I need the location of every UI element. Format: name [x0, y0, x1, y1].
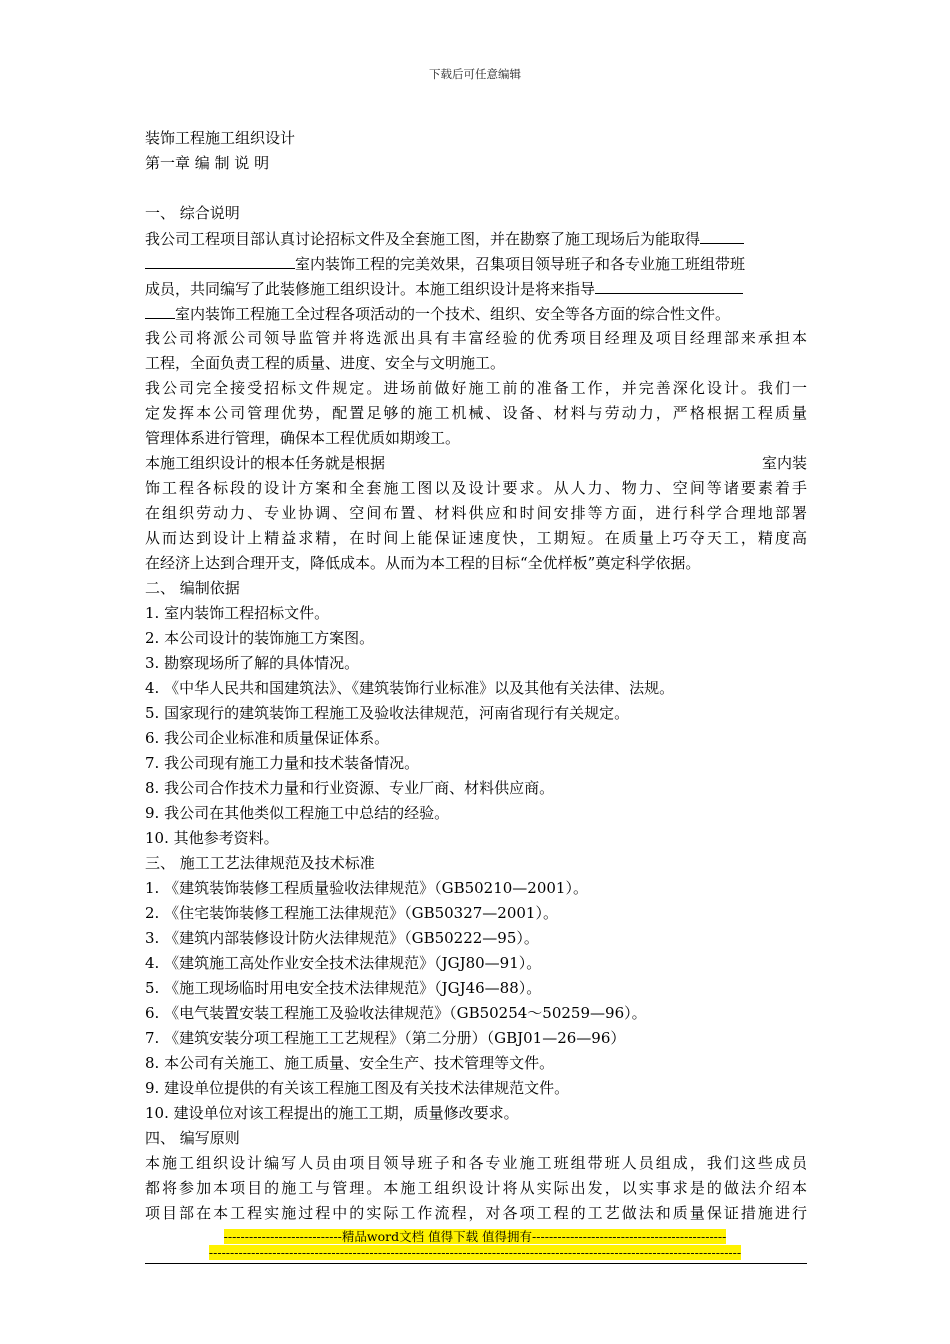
section-heading-3: 三、 施工工艺法律规范及技术标准	[145, 854, 375, 872]
document-body	[145, 126, 807, 1226]
list-item: 8. 我公司合作技术力量和行业资源、专业厂商、材料供应商。	[145, 779, 555, 797]
list-item: 1. 《建筑装饰装修工程质量验收法律规范》（GB50210—2001）。	[145, 879, 588, 897]
list-item: 7. 我公司现有施工力量和技术装备情况。	[145, 754, 420, 772]
list-item: 6. 《电气装置安装工程施工及验收法律规范》（GB50254～50259—96）。	[145, 1004, 647, 1022]
paragraph-line: 在经济上达到合理开支，降低成本。从而为本工程的目标“全优样板”奠定科学依据。	[145, 554, 701, 572]
paragraph-line: 定发挥本公司管理优势，配置足够的施工机械、设备、材料与劳动力，严格根据工程质量	[145, 404, 807, 422]
paragraph-line: 室内装饰工程的完美效果，召集项目领导班子和各专业施工班组带班	[145, 251, 807, 276]
page-header: 下载后可任意编辑	[429, 67, 521, 81]
paragraph-line: 我公司完全接受招标文件规定。进场前做好施工前的准备工作，并完善深化设计。我们一	[145, 379, 807, 397]
section-heading-2: 二、 编制依据	[145, 579, 240, 597]
section-heading-4: 四、 编写原则	[145, 1129, 240, 1147]
paragraph-line: 饰工程各标段的设计方案和全套施工图以及设计要求。从人力、物力、空间等诸要素着手	[145, 479, 807, 497]
list-item: 2. 《住宅装饰装修工程施工法律规范》（GB50327—2001）。	[145, 904, 558, 922]
paragraph-line: 管理体系进行管理，确保本工程优质如期竣工。	[145, 429, 461, 447]
paragraph-line: 工程，全面负责工程的质量、进度、安全与文明施工。	[145, 354, 506, 372]
section-heading-1: 一、 综合说明	[145, 204, 240, 222]
list-item: 9. 建设单位提供的有关该工程施工图及有关技术法律规范文件。	[145, 1079, 570, 1097]
list-item: 4. 《中华人民共和国建筑法》、《建筑装饰行业标准》以及其他有关法律、法规。	[145, 679, 675, 697]
paragraph-line: 我公司工程项目部认真讨论招标文件及全套施工图，并在勘察了施工现场后为能取得	[145, 226, 807, 251]
paragraph-line: 室内装饰工程施工全过程各项活动的一个技术、组织、安全等各方面的综合性文件。	[145, 301, 807, 326]
paragraph-line: 从而达到设计上精益求精，在时间上能保证速度快，工期短。在质量上巧夺天工，精度高	[145, 529, 807, 547]
document-title: 装饰工程施工组织设计	[145, 129, 296, 147]
paragraph-line: 我公司将派公司领导监管并将选派出具有丰富经验的优秀项目经理及项目经理部来承担本	[145, 329, 807, 347]
paragraph-line: 都将参加本项目的施工与管理。本施工组织设计将从实际出发，以实事求是的做法介绍本	[145, 1179, 807, 1197]
paragraph-line: 项目部在本工程实施过程中的实际工作流程，对各项工程的工艺做法和质量保证措施进行	[145, 1204, 807, 1222]
footer-banner-text: ----------------------------精品word文档 值得下载 值得拥有----------------------------------------------	[223, 1229, 727, 1244]
footer-rule	[145, 1263, 807, 1264]
list-item: 3. 《建筑内部装修设计防火法律规范》（GB50222—95）。	[145, 929, 539, 947]
blank-line	[145, 176, 807, 201]
footer-dashes	[0, 1245, 950, 1260]
fill-blank	[700, 226, 744, 244]
paragraph-line: 本施工组织设计编写人员由项目领导班子和各专业施工班组带班人员组成，我们这些成员	[145, 1154, 807, 1172]
chapter-heading: 第一章 编 制 说 明	[145, 154, 270, 172]
footer-banner	[0, 1229, 950, 1244]
paragraph-line: 本施工组织设计的根本任务就是根据 室内装	[145, 454, 807, 472]
list-item: 9. 我公司在其他类似工程施工中总结的经验。	[145, 804, 450, 822]
fill-blank	[595, 276, 743, 294]
list-item: 6. 我公司企业标准和质量保证体系。	[145, 729, 390, 747]
list-item: 10. 其他参考资料。	[145, 829, 279, 847]
list-item: 4. 《建筑施工高处作业安全技术法律规范》（JGJ80—91）。	[145, 954, 542, 972]
paragraph-line: 成员，共同编写了此装修施工组织设计。本施工组织设计是将来指导	[145, 276, 807, 301]
list-item: 5. 国家现行的建筑装饰工程施工及验收法律规范，河南省现行有关规定。	[145, 704, 630, 722]
list-item: 2. 本公司设计的装饰施工方案图。	[145, 629, 375, 647]
paragraph-line: 在组织劳动力、专业协调、空间布置、材料供应和时间安排等方面，进行科学合理地部署	[145, 504, 807, 522]
list-item: 7. 《建筑安装分项工程施工工艺规程》（第二分册）（GBJ01—26—96）	[145, 1029, 626, 1047]
list-item: 8. 本公司有关施工、施工质量、安全生产、技术管理等文件。	[145, 1054, 555, 1072]
list-item: 10. 建设单位对该工程提出的施工工期，质量修改要求。	[145, 1104, 519, 1122]
list-item: 1. 室内装饰工程招标文件。	[145, 604, 330, 622]
fill-blank	[145, 251, 295, 269]
list-item: 3. 勘察现场所了解的具体情况。	[145, 654, 360, 672]
list-item: 5. 《施工现场临时用电安全技术法律规范》（JGJ46—88）。	[145, 979, 542, 997]
footer-dashes-text: ------------------------------------------------------------------------------------------------------------------------------	[208, 1245, 742, 1260]
fill-blank	[145, 301, 175, 319]
